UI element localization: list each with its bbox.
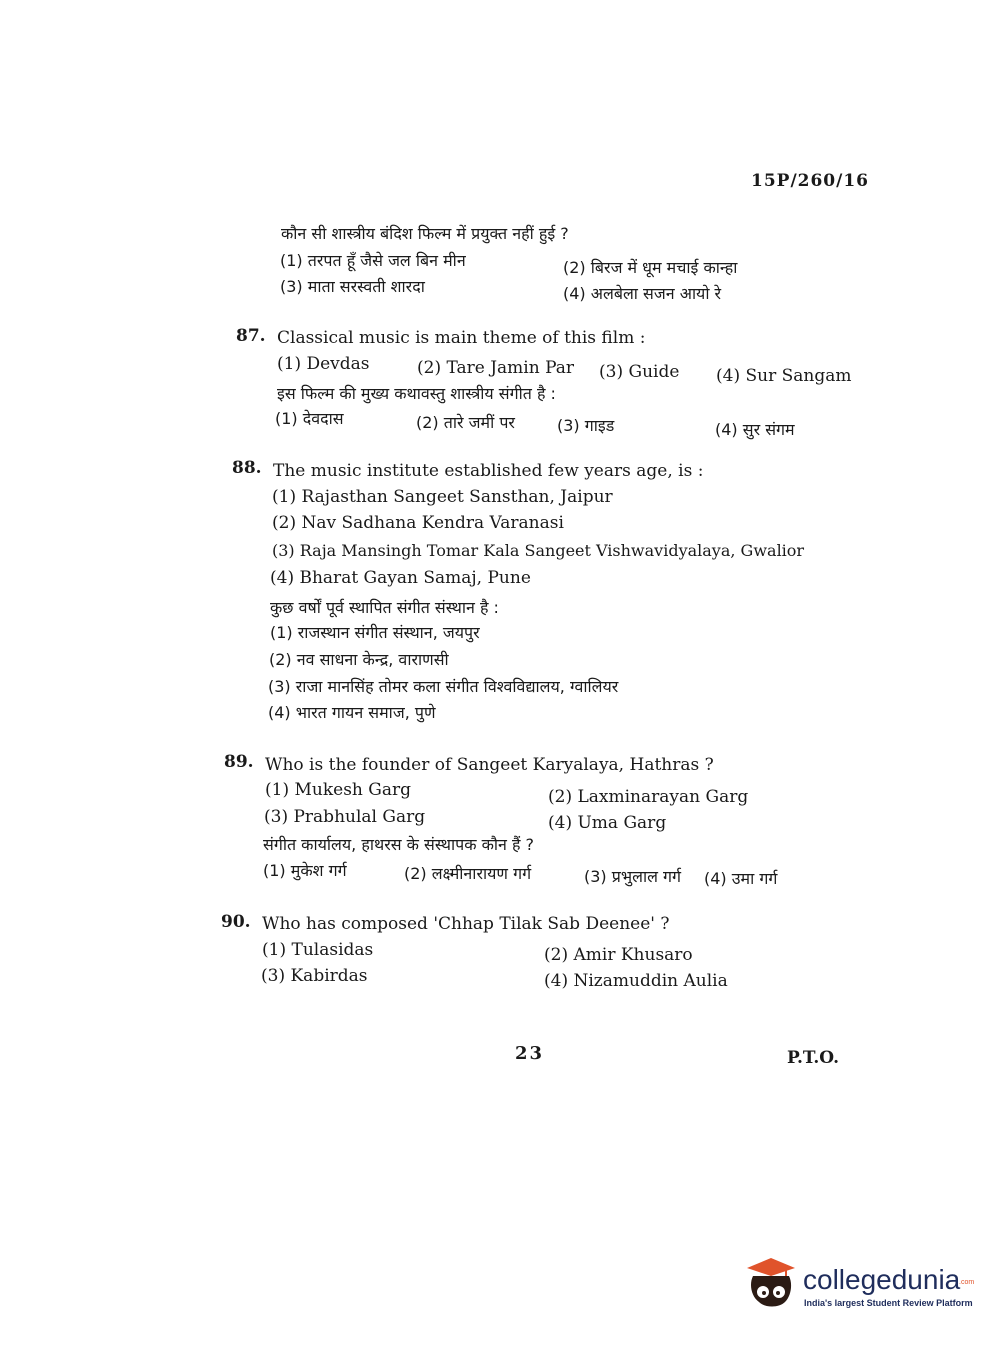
- q88-hindi-option-3: (3) राजा मानसिंह तोमर कला संगीत विश्वविद्यालय, ग्वालियर: [268, 677, 619, 696]
- q87-question: Classical music is main theme of this film :: [277, 328, 646, 348]
- q88-question-hindi: कुछ वर्षों पूर्व स्थापित संगीत संस्थान है :: [270, 598, 499, 617]
- prev-option-2: (2) बिरज में धूम मचाई कान्हा: [563, 258, 738, 277]
- q90-option-4: (4) Nizamuddin Aulia: [544, 971, 728, 991]
- q89-option-1: (1) Mukesh Garg: [265, 780, 412, 800]
- collegedunia-logo-suffix: .com: [959, 1279, 975, 1286]
- q89-question-hindi: संगीत कार्यालय, हाथरस के संस्थापक कौन हैं ?: [263, 835, 535, 854]
- q87-hindi-option-3: (3) गाइड: [557, 416, 615, 435]
- q90-option-1: (1) Tulasidas: [262, 940, 374, 960]
- q90-number: 90.: [221, 912, 251, 932]
- q90-option-3: (3) Kabirdas: [261, 966, 368, 986]
- collegedunia-tagline: India's largest Student Review Platform: [804, 1298, 973, 1308]
- q87-question-hindi: इस फिल्म की मुख्य कथावस्तु शास्त्रीय संगीत है :: [277, 384, 556, 403]
- q89-hindi-option-3: (3) प्रभुलाल गर्ग: [584, 867, 682, 886]
- q89-option-2: (2) Laxminarayan Garg: [548, 787, 749, 807]
- q87-hindi-option-1: (1) देवदास: [275, 409, 344, 428]
- q89-hindi-option-4: (4) उमा गर्ग: [704, 869, 778, 888]
- q88-number: 88.: [232, 458, 262, 478]
- q90-question: Who has composed 'Chhap Tilak Sab Deenee' ?: [262, 914, 670, 934]
- collegedunia-mascot-icon: [741, 1254, 801, 1310]
- prev-option-1: (1) तरपत हूँ जैसे जल बिन मीन: [280, 251, 466, 270]
- q88-hindi-option-4: (4) भारत गायन समाज, पुणे: [268, 703, 436, 722]
- q89-number: 89.: [224, 752, 254, 772]
- q88-question: The music institute established few years age, is :: [273, 461, 704, 481]
- q87-hindi-option-2: (2) तारे जमीं पर: [416, 413, 515, 432]
- q87-number: 87.: [236, 326, 266, 346]
- prev-option-3: (3) माता सरस्वती शारदा: [280, 277, 425, 296]
- q89-hindi-option-1: (1) मुकेश गर्ग: [263, 861, 347, 880]
- q89-option-3: (3) Prabhulal Garg: [264, 807, 426, 827]
- q88-option-1: (1) Rajasthan Sangeet Sansthan, Jaipur: [272, 487, 613, 507]
- q88-hindi-option-1: (1) राजस्थान संगीत संस्थान, जयपुर: [270, 623, 480, 642]
- q87-option-4: (4) Sur Sangam: [716, 366, 852, 386]
- q87-hindi-option-4: (4) सुर संगम: [715, 420, 795, 439]
- q89-question: Who is the founder of Sangeet Karyalaya, Hathras ?: [265, 755, 714, 775]
- q90-option-2: (2) Amir Khusaro: [544, 945, 693, 965]
- q87-option-1: (1) Devdas: [277, 354, 370, 374]
- prev-option-4: (4) अलबेला सजन आयो रे: [563, 284, 722, 303]
- page-number: 23: [515, 1043, 545, 1064]
- q89-hindi-option-2: (2) लक्ष्मीनारायण गर्ग: [404, 864, 532, 883]
- q87-option-3: (3) Guide: [599, 362, 680, 382]
- paper-code: 15P/260/16: [751, 171, 870, 191]
- q88-option-2: (2) Nav Sadhana Kendra Varanasi: [272, 513, 564, 533]
- q88-option-4: (4) Bharat Gayan Samaj, Pune: [270, 568, 531, 588]
- pto-label: P.T.O.: [787, 1048, 839, 1068]
- q88-hindi-option-2: (2) नव साधना केन्द्र, वाराणसी: [269, 650, 449, 669]
- prev-question-hindi: कौन सी शास्त्रीय बंदिश फिल्म में प्रयुक्त नहीं हुई ?: [281, 224, 569, 243]
- q88-option-3: (3) Raja Mansingh Tomar Kala Sangeet Vishwavidyalaya, Gwalior: [272, 541, 805, 560]
- q89-option-4: (4) Uma Garg: [548, 813, 667, 833]
- collegedunia-logo-text: collegedunia: [803, 1264, 961, 1295]
- q87-option-2: (2) Tare Jamin Par: [417, 358, 575, 378]
